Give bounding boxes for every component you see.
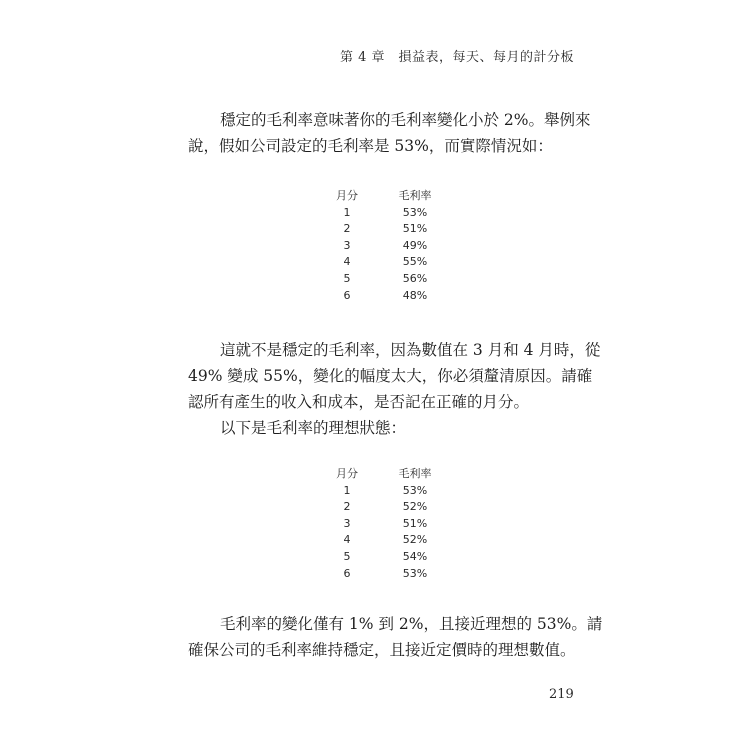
- table-row: [324, 549, 460, 566]
- paragraph-line: 以下是毛利率的理想狀態：: [220, 419, 407, 437]
- month-cell: 3: [343, 238, 351, 252]
- table-row: [324, 205, 460, 222]
- margin-cell: 56%: [402, 271, 428, 285]
- table-row: [324, 271, 460, 288]
- month-cell: 1: [343, 483, 351, 497]
- margin-cell: 49%: [402, 238, 428, 252]
- running-header: 第 4 章 損益表，每天、每月的計分板: [339, 50, 574, 65]
- paragraph-line: 確保公司的毛利率維持穩定，且接近定價時的理想數值。: [188, 641, 576, 659]
- paragraph-line: 認所有產生的收入和成本，是否記在正確的月分。: [188, 393, 530, 411]
- month-cell: 6: [343, 566, 351, 580]
- column-header-margin: 毛利率: [398, 189, 432, 202]
- month-cell: 1: [343, 205, 351, 219]
- margin-cell: 54%: [402, 549, 428, 563]
- month-cell: 4: [343, 533, 351, 547]
- margin-table-actual: [324, 188, 460, 304]
- table-row: [324, 566, 460, 583]
- paragraph-unstable-explanation: [188, 337, 601, 441]
- margin-cell: 53%: [402, 566, 428, 580]
- table-row: [324, 221, 460, 238]
- table-header-row: [324, 188, 460, 205]
- table-row: [324, 499, 460, 516]
- margin-cell: 55%: [402, 255, 428, 269]
- paragraph-line: 說，假如公司設定的毛利率是 53%，而實際情況如：: [188, 137, 553, 155]
- page-number: 219: [549, 687, 574, 702]
- paragraph-line: 49% 變成 55%，變化的幅度太大，你必須釐清原因。請確: [188, 367, 593, 385]
- table-row: [324, 516, 460, 533]
- margin-cell: 52%: [402, 533, 428, 547]
- margin-cell: 52%: [402, 500, 428, 514]
- table-row: [324, 254, 460, 271]
- paragraph-line: 毛利率的變化僅有 1% 到 2%，且接近理想的 53%。請: [220, 615, 603, 633]
- month-cell: 5: [343, 549, 351, 563]
- paragraph-line: 這就不是穩定的毛利率，因為數值在 3 月和 4 月時，從: [220, 341, 601, 359]
- column-header-margin: 毛利率: [398, 467, 432, 480]
- paragraph-conclusion: [188, 611, 603, 663]
- month-cell: 4: [343, 255, 351, 269]
- month-cell: 2: [343, 222, 351, 236]
- table-row: [324, 238, 460, 255]
- table-row: [324, 483, 460, 500]
- table-row: [324, 532, 460, 549]
- paragraph-line: 穩定的毛利率意味著你的毛利率變化小於 2%。舉例來: [220, 111, 591, 129]
- margin-cell: 53%: [402, 205, 428, 219]
- paragraph-stable-margin: [188, 107, 591, 159]
- month-cell: 5: [343, 271, 351, 285]
- month-cell: 6: [343, 288, 351, 302]
- margin-cell: 53%: [402, 483, 428, 497]
- margin-cell: 51%: [402, 222, 428, 236]
- month-cell: 3: [343, 516, 351, 530]
- margin-cell: 51%: [402, 516, 428, 530]
- column-header-month: 月分: [336, 467, 358, 480]
- table-row: [324, 288, 460, 305]
- margin-cell: 48%: [402, 288, 428, 302]
- margin-table-ideal: [324, 466, 460, 582]
- month-cell: 2: [343, 500, 351, 514]
- table-header-row: [324, 466, 460, 483]
- column-header-month: 月分: [336, 189, 358, 202]
